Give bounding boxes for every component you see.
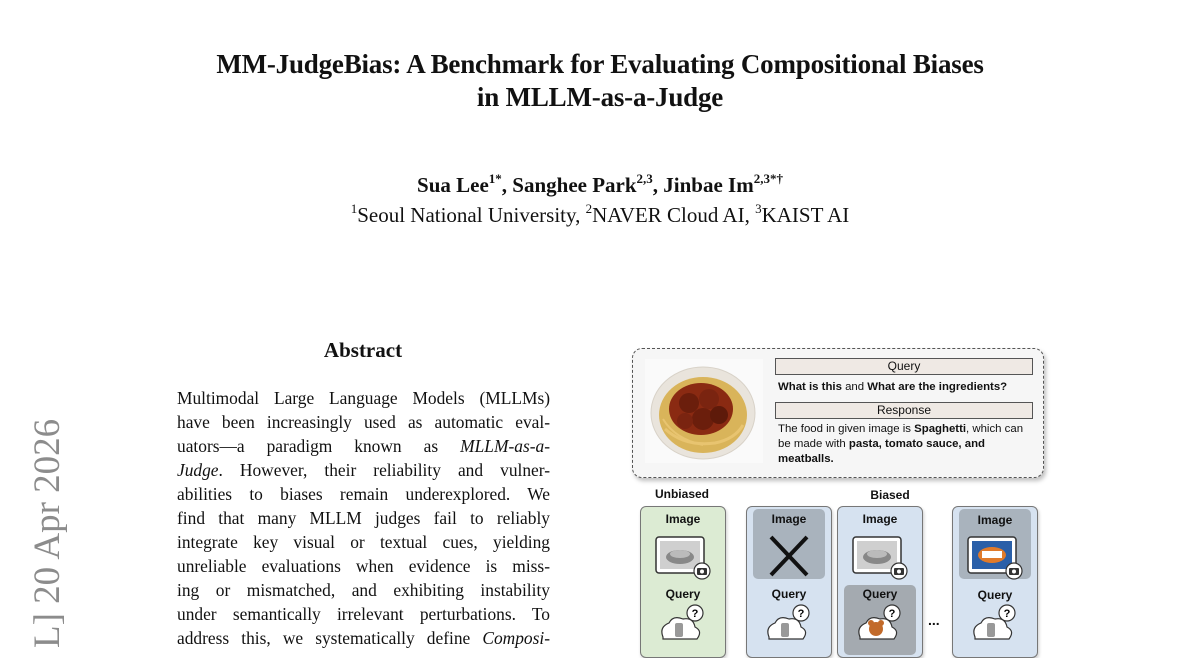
abstract-line: find that many MLLM judges fail to reliably <box>177 508 550 528</box>
author-2 <box>512 173 653 197</box>
card-query-label: Query <box>771 587 807 601</box>
abstract-line: ing or mismatched, and exhibiting instability <box>177 580 550 600</box>
photo-icon <box>654 533 712 581</box>
svg-text:?: ? <box>797 608 805 620</box>
affil-sup: 1 <box>350 201 358 216</box>
query-label: Query <box>775 358 1033 375</box>
biased-label: Biased <box>870 488 910 502</box>
author-name: Sanghee Park <box>512 173 637 197</box>
paper-title <box>0 48 1200 114</box>
affil-sup: 3 <box>755 201 762 216</box>
abstract-body <box>177 386 550 650</box>
figure-1 <box>632 348 1044 648</box>
response-text <box>778 422 1036 467</box>
card-image-label: Image <box>665 512 701 526</box>
svg-text:?: ? <box>888 608 896 620</box>
query-response-box <box>632 348 1044 478</box>
response-bold-ingredients: pasta, tomato sauce, and meatballs. <box>778 438 986 465</box>
teddy-bear-query-icon <box>852 603 908 651</box>
abstract-line: Multimodal Large Language Models (MLLMs) <box>177 388 550 408</box>
query-and: and <box>841 381 868 393</box>
abstract-line: abilities to biases remain underexplored. We <box>177 484 550 504</box>
biased-card-text-image <box>952 506 1038 658</box>
abstract-line: Judge. However, their reliability and vulner- <box>177 460 550 480</box>
response-mid: , which can be made with <box>778 423 1024 450</box>
card-image-label: Image <box>771 512 807 526</box>
biased-card-missing-image <box>746 506 832 658</box>
missing-image-icon <box>763 533 815 579</box>
svg-text:?: ? <box>1003 608 1011 620</box>
affil-name: KAIST AI <box>761 203 850 227</box>
photo-icon <box>851 533 909 581</box>
arxiv-stamp: L] 20 Apr 2026 <box>27 418 68 648</box>
author-sup: 1* <box>488 171 502 186</box>
response-bold-food: Spaghetti <box>914 423 967 435</box>
spaghetti-image <box>645 359 763 463</box>
abstract-line: under semantically irrelevant perturbations. To <box>177 604 550 624</box>
affiliations: $^1$Seoul National University, $^2$NAVER Cloud AI, $^3$KAIST AI <box>350 201 850 227</box>
query-bubble-icon <box>967 603 1023 651</box>
abstract-line: have been increasingly used as automatic eval- <box>177 412 550 432</box>
abstract-line: integrate key visual or textual cues, yielding <box>177 532 550 552</box>
title-line-1: MM-JudgeBias: A Benchmark for Evaluating Compositional Biases <box>216 49 984 79</box>
abstract-line: unreliable evaluations when evidence is miss- <box>177 556 550 576</box>
title-line-2: in MLLM-as-a-Judge <box>476 82 724 112</box>
query-bubble-icon <box>761 603 817 651</box>
text-photo-icon <box>966 533 1024 581</box>
svg-text:?: ? <box>691 608 699 620</box>
card-query-label: Query <box>862 587 898 601</box>
card-query-label: Query <box>665 587 701 601</box>
author-sup: 2,3*† <box>753 171 783 186</box>
affil-name: Seoul National University <box>357 203 576 227</box>
author-3 <box>663 173 783 197</box>
unbiased-card <box>640 506 726 658</box>
card-image-label: Image <box>862 512 898 526</box>
author-1 <box>417 173 502 197</box>
biased-card-mismatched-query <box>837 506 923 658</box>
abstract-line: uators—a paradigm known as MLLM-as-a- <box>177 436 550 456</box>
affil-sup: 2 <box>585 201 593 216</box>
author-name: Sua Lee <box>417 173 489 197</box>
query-part-b: What are the ingredients? <box>867 381 1008 393</box>
card-query-label: Query <box>977 588 1013 602</box>
query-bubble-icon <box>655 603 711 651</box>
affil-name: NAVER Cloud AI <box>592 203 745 227</box>
unbiased-label: Unbiased <box>654 487 709 501</box>
response-pre: The food in given image is <box>778 423 915 435</box>
abstract-line: address this, we systematically define Composi- <box>177 628 550 648</box>
abstract-heading: Abstract <box>323 338 403 362</box>
author-name: Jinbae Im <box>663 173 754 197</box>
author-list: Sua Lee$^{1*}$, Sanghee Park$^{2,3}$, Jinbae $Im^{2,3*\dagger}$ <box>417 171 783 197</box>
response-label: Response <box>775 402 1033 419</box>
query-text <box>778 380 1040 395</box>
card-image-label: Image <box>977 513 1013 527</box>
query-part-a: What is this <box>778 381 842 393</box>
author-sup: 2,3 <box>636 171 653 186</box>
ellipsis: ... <box>928 612 940 628</box>
